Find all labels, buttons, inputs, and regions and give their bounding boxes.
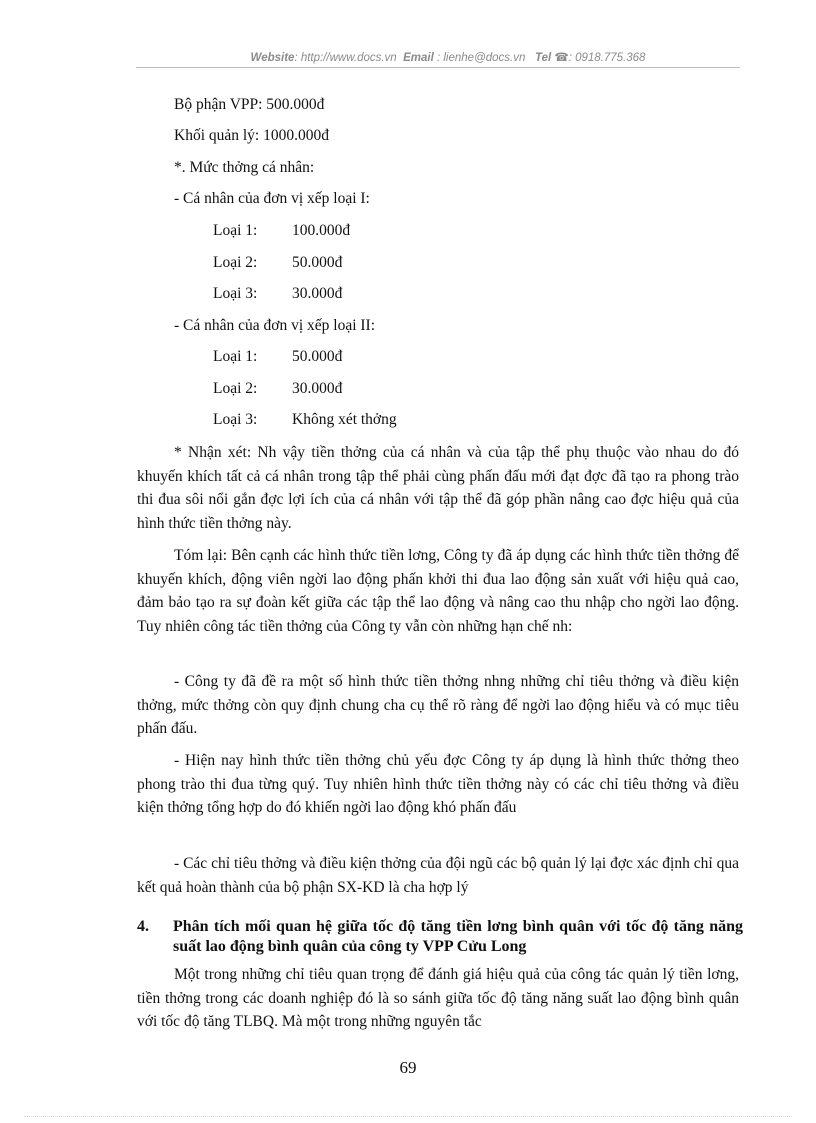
email-value[interactable]: : lienhe@docs.vn <box>436 52 526 64</box>
g2-row2-label: Loại 2: <box>213 380 258 397</box>
g1-row3-label: Loại 3: <box>213 285 258 302</box>
line-individual-bonus: *. Mức thởng cá nhân: <box>174 159 315 176</box>
paragraph-limitation-2: - Hiện nay hình thức tiền thởng chủ yếu đợc Công ty áp dụng là hình thức thởng theo phong trào thi đua từng quý. Tuy nhiên hình thức tiền thởng này có các chỉ tiêu thởng và điều kiện thởng tổng hợp do đó khiến ngời lao động khó phấn đấu <box>137 752 739 817</box>
paragraph-summary: Tóm lại: Bên cạnh các hình thức tiền lơng, Công ty đã áp dụng các hình thức tiền thởng để khuyến khích, động viên ngời lao động phấn khởi thi đua lao động sản xuất với hiệu quả cao, đảm bảo tạo ra sự đoàn kết giữa các tập thể lao động và nâng cao thu nhập cho ngời lao động. Tuy nhiên công tác tiền thởng của Công ty vẫn còn những hạn chế nh: <box>137 547 739 636</box>
website-label: Website <box>250 52 295 64</box>
section-title: Phân tích mối quan hệ giữa tốc độ tăng tiền lơng bình quân với tốc độ tăng năng suất lao động bình quân của công ty VPP Cửu Long <box>173 918 743 955</box>
paragraph-remark: * Nhận xét: Nh vậy tiền thởng của cá nhân và của tập thể phụ thuộc vào nhau do đó khuyến khích tất cả cá nhân trong tập thể phải cùng phấn đấu mới đạt đợc đã tạo ra phong trào thi đua sôi nổi gắn đợc lợi ích của cá nhân với tập thể đã góp phần nâng cao đợc hiệu quả của hình thức tiền thởng này. <box>137 444 739 533</box>
g1-row1-label: Loại 1: <box>213 222 258 239</box>
email-label: Email <box>403 52 434 64</box>
line-unit-type-2: - Cá nhân của đơn vị xếp loại II: <box>174 317 376 334</box>
paragraph-analysis: Một trong những chỉ tiêu quan trọng để đánh giá hiệu quả của công tác quản lý tiền lơng, tiền thởng trong các doanh nghiệp đó là so sánh giữa tốc độ tăng năng suất lao động bình quân với tốc độ tăng TLBQ. Mà một trong những nguyên tắc <box>137 966 739 1031</box>
header-rule <box>136 67 740 68</box>
line-vpp-unit: Bộ phận VPP: 500.000đ <box>174 96 325 113</box>
page-header <box>166 50 730 64</box>
g2-row3-label: Loại 3: <box>213 411 258 428</box>
tel-value: : 0918.775.368 <box>568 52 646 64</box>
g2-row2-value: 30.000đ <box>292 380 343 397</box>
g2-row3-value: Không xét thởng <box>292 411 397 428</box>
g1-row1-value: 100.000đ <box>292 222 351 239</box>
footer-rule <box>24 1116 792 1117</box>
phone-icon: ☎ <box>554 52 569 64</box>
g1-row2-label: Loại 2: <box>213 254 258 271</box>
g2-row1-label: Loại 1: <box>213 348 258 365</box>
section-number: 4. <box>137 918 149 935</box>
page-number: 69 <box>399 1058 417 1077</box>
line-unit-type-1: - Cá nhân của đơn vị xếp loại I: <box>174 190 370 207</box>
website-value[interactable]: : http://www.docs.vn <box>294 52 397 64</box>
g1-row3-value: 30.000đ <box>292 285 343 302</box>
g1-row2-value: 50.000đ <box>292 254 343 271</box>
paragraph-limitation-1: - Công ty đã đề ra một số hình thức tiền thởng nhng những chỉ tiêu thởng và điều kiện thởng, mức thởng còn quy định chung cha cụ thể rõ ràng để ngời lao động hiểu và có mục tiêu phấn đấu. <box>137 673 739 738</box>
paragraph-limitation-3: - Các chỉ tiêu thởng và điều kiện thởng của đội ngũ các bộ quản lý lại đợc xác định chỉ qua kết quả hoàn thành của bộ phận SX-KD là cha hợp lý <box>137 855 739 896</box>
line-management: Khối quản lý: 1000.000đ <box>174 127 329 144</box>
g2-row1-value: 50.000đ <box>292 348 343 365</box>
tel-label: Tel <box>534 52 552 64</box>
